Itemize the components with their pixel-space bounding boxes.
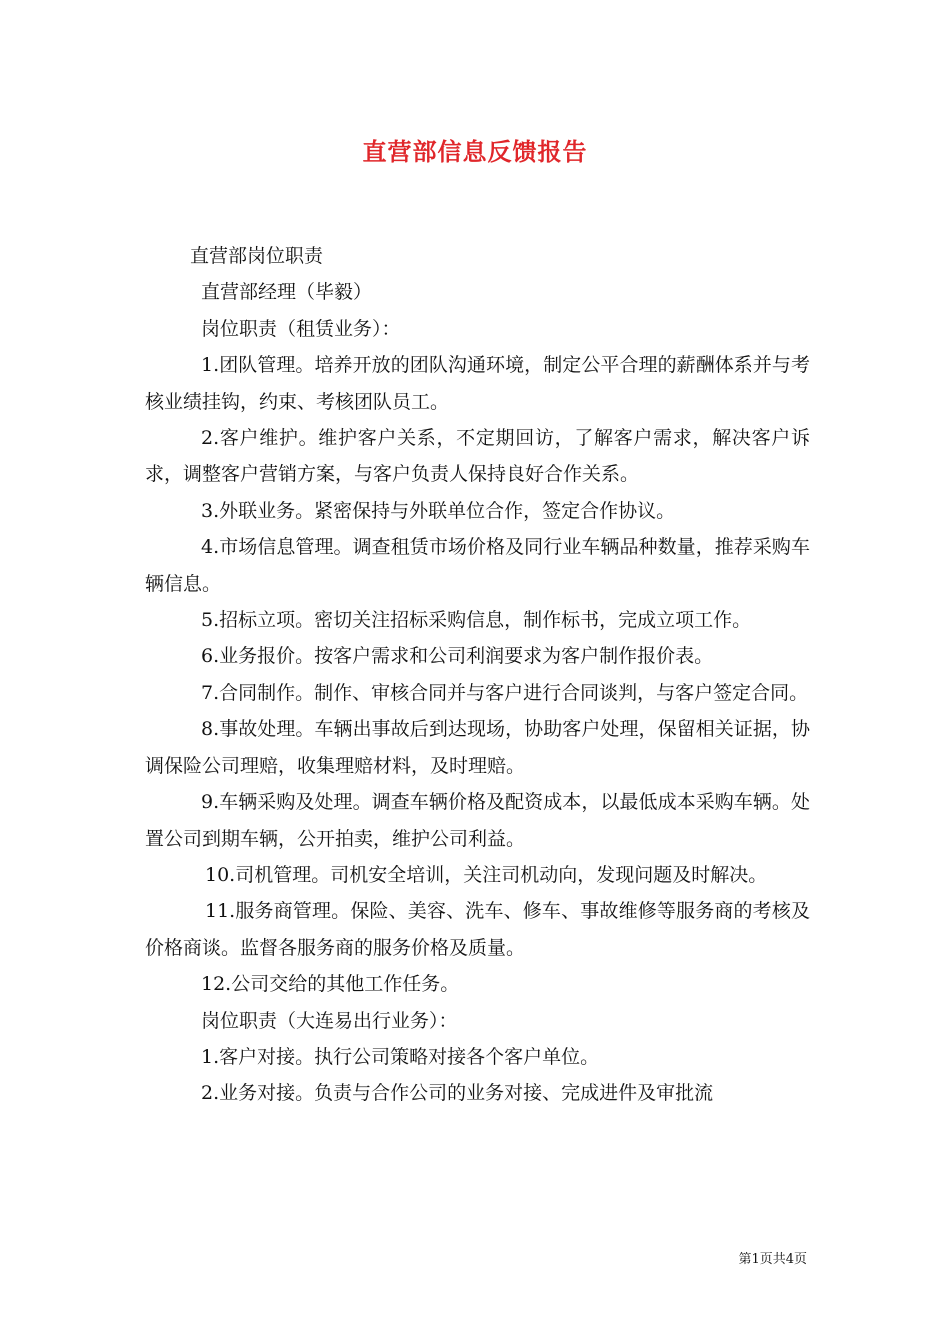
section1-item-11: 11.服务商管理。保险、美容、洗车、修车、事故维修等服务商的考核及价格商谈。监督各服务商的服务价格及质量。 bbox=[145, 900, 810, 959]
section1-item-9: 9.车辆采购及处理。调查车辆价格及配资成本，以最低成本采购车辆。处置公司到期车辆，公开拍卖，维护公司利益。 bbox=[145, 791, 810, 850]
section2-title: 岗位职责（大连易出行业务）： bbox=[201, 1009, 458, 1032]
section2-item-2: 2.业务对接。负责与合作公司的业务对接、完成进件及审批流 bbox=[201, 1082, 714, 1105]
section-heading: 直营部岗位职责 bbox=[190, 245, 324, 267]
section1-item-3: 3.外联业务。紧密保持与外联单位合作，签定合作协议。 bbox=[201, 499, 676, 522]
page-number: 第1页共4页 bbox=[738, 1252, 807, 1267]
section1-item-1: 1.团队管理。培养开放的团队沟通环境，制定公平合理的薪酬体系并与考核业绩挂钩，约束、考核团队员工。 bbox=[145, 354, 810, 413]
manager-line: 直营部经理（毕毅） bbox=[201, 281, 373, 304]
section1-title: 岗位职责（租赁业务）： bbox=[201, 317, 401, 340]
section1-item-10: 10.司机管理。司机安全培训，关注司机动向，发现问题及时解决。 bbox=[205, 863, 768, 886]
section1-item-7: 7.合同制作。制作、审核合同并与客户进行合同谈判，与客户签定合同。 bbox=[201, 681, 809, 704]
section2-item-1: 1.客户对接。执行公司策略对接各个客户单位。 bbox=[201, 1045, 600, 1068]
section1-item-6: 6.业务报价。按客户需求和公司利润要求为客户制作报价表。 bbox=[201, 645, 714, 668]
document-body bbox=[145, 238, 810, 1112]
document-title: 直营部信息反馈报告 bbox=[362, 137, 588, 166]
section1-item-4: 4.市场信息管理。调查租赁市场价格及同行业车辆品种数量，推荐采购车辆信息。 bbox=[145, 536, 810, 595]
section1-item-5: 5.招标立项。密切关注招标采购信息，制作标书，完成立项工作。 bbox=[201, 609, 752, 632]
section1-item-12: 12.公司交给的其他工作任务。 bbox=[201, 973, 460, 996]
section1-item-8: 8.事故处理。车辆出事故后到达现场，协助客户处理，保留相关证据，协调保险公司理赔，收集理赔材料，及时理赔。 bbox=[145, 718, 810, 777]
section1-item-2: 2.客户维护。维护客户关系，不定期回访，了解客户需求，解决客户诉求，调整客户营销方案，与客户负责人保持良好合作关系。 bbox=[145, 427, 810, 486]
